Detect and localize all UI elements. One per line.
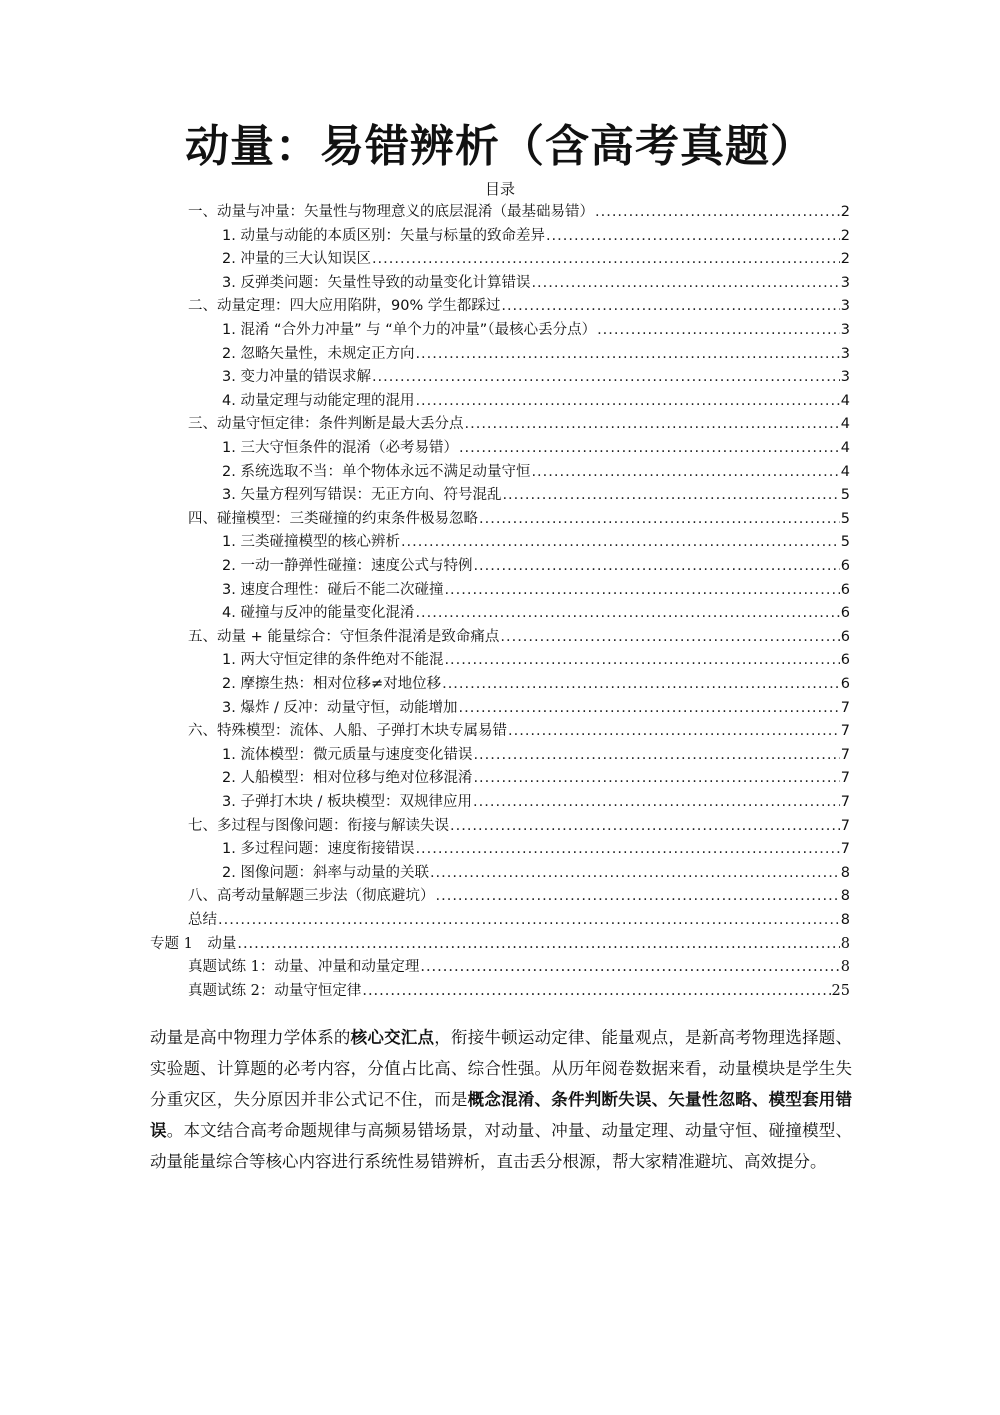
toc-leader-dots (444, 648, 839, 672)
toc-entry-title: 1. 三大守恒条件的混淆（必考易错） (222, 440, 458, 456)
toc-entry[interactable] (222, 483, 850, 507)
toc-entry-page: 8 (840, 912, 850, 928)
toc-leader-dots (500, 625, 839, 649)
toc-entry[interactable] (150, 932, 850, 956)
toc-entry[interactable] (222, 436, 850, 460)
toc-entry-page: 8 (840, 864, 850, 881)
toc-entry-page: 4 (840, 416, 850, 433)
toc-entry-page: 7 (840, 841, 850, 858)
toc-entry-page: 6 (840, 652, 850, 669)
toc-entry-title: 1. 动量与动能的本质区别：矢量与标量的致命差异 (222, 227, 545, 244)
intro-emphasis: 概念混淆、条件判断失误、矢量性忽略、模型套用错误 (150, 1090, 853, 1140)
toc-entry[interactable] (188, 884, 850, 908)
toc-entry-title: 专题 1 动量 (150, 935, 237, 952)
toc-leader-dots (546, 224, 840, 248)
toc-entry-page: 6 (840, 605, 850, 622)
toc-entry[interactable] (188, 294, 850, 318)
toc-entry-page: 5 (840, 534, 850, 551)
toc-entry[interactable] (222, 318, 850, 342)
toc-entry[interactable] (222, 389, 850, 413)
toc-entry-page: 5 (840, 487, 850, 504)
toc-entry-title: 2. 图像问题：斜率与动量的关联 (222, 864, 429, 881)
toc-entry-page: 3 (840, 298, 850, 315)
toc-entry-title: 1. 两大守恒定律的条件绝对不能混 (222, 652, 444, 669)
intro-text: ，衔接牛顿运动定律、能量观点，是新高考物理选择题、实验题、计算题的必考内容，分值占比高、综合性强。从历年阅卷数据来看，动量模块是学生失分重灾区，失分原因并非公式记不住，而是 (150, 1028, 853, 1109)
toc-leader-dots (479, 507, 840, 531)
intro-paragraph (150, 1022, 852, 1177)
toc-leader-dots (436, 884, 840, 908)
toc-entry-title: 4. 动量定理与动能定理的混用 (222, 392, 415, 409)
intro-text: 动量是高中物理力学体系的 (150, 1028, 351, 1047)
toc-entry[interactable] (188, 625, 850, 649)
toc-leader-dots (531, 271, 839, 295)
toc-entry-title: 3. 子弹打木块 / 板块模型：双规律应用 (222, 794, 473, 810)
toc-leader-dots (401, 530, 840, 554)
toc-leader-dots (415, 837, 839, 861)
toc-entry-page: 8 (840, 888, 850, 905)
toc-leader-dots (442, 672, 840, 696)
toc-entry-title: 3. 反弹类问题：矢量性导致的动量变化计算错误 (222, 274, 531, 291)
toc-entry[interactable] (188, 908, 850, 932)
toc-entry-title: 2. 系统选取不当：单个物体永远不满足动量守恒 (222, 463, 531, 480)
toc-leader-dots (508, 719, 840, 743)
toc-entry-title: 1. 流体模型：微元质量与速度变化错误 (222, 746, 473, 763)
toc-entry[interactable] (222, 365, 850, 389)
toc-entry-title: 1. 多过程问题：速度衔接错误 (222, 841, 415, 858)
intro-text: 。本文结合高考命题规律与高频易错场景，对动量、冲量、动量定理、动量守恒、碰撞模型、动量能量综合等核心内容进行系统性易错辨析，直击丢分根源，帮大家精准避坑、高效提分。 (150, 1121, 853, 1171)
toc-leader-dots (237, 932, 839, 956)
toc-leader-dots (501, 294, 839, 318)
toc-entry-page: 6 (840, 676, 850, 692)
toc-entry-page: 7 (840, 699, 850, 716)
toc-leader-dots (465, 412, 840, 436)
toc-leader-dots (473, 790, 840, 814)
toc-entry-page: 3 (840, 274, 850, 291)
toc-entry[interactable] (222, 460, 850, 484)
toc-entry-title: 2. 人船模型：相对位移与绝对位移混淆 (222, 770, 473, 787)
toc-entry-title: 2. 冲量的三大认知误区 (222, 251, 371, 268)
toc-entry-title: 3. 变力冲量的错误求解 (222, 369, 371, 386)
toc-leader-dots (444, 578, 839, 602)
toc-leader-dots (372, 247, 840, 271)
toc-entry-title: 2. 摩擦生热：相对位移≠对地位移 (222, 676, 442, 692)
toc-entry-title: 六、特殊模型：流体、人船、子弹打木块专属易错 (188, 723, 507, 740)
toc-entry[interactable] (222, 861, 850, 885)
toc-entry-title: 真题试练 2：动量守恒定律 (188, 982, 362, 999)
toc-entry-title: 3. 爆炸 / 反冲：动量守恒，动能增加 (222, 699, 458, 716)
toc-entry[interactable] (222, 648, 850, 672)
toc-entry-title: 总结 (188, 912, 217, 928)
toc-entry-page: 2 (840, 251, 850, 268)
toc-entry-page: 7 (840, 746, 850, 763)
toc-entry[interactable] (222, 696, 850, 720)
toc-entry[interactable] (222, 342, 850, 366)
toc-entry-page: 2 (840, 227, 850, 244)
toc-leader-dots (362, 979, 830, 1003)
toc-entry-page: 7 (840, 794, 850, 810)
toc-entry[interactable] (222, 790, 850, 814)
toc-entry[interactable] (188, 955, 850, 979)
toc-leader-dots (597, 318, 840, 342)
toc-entry-title: 3. 速度合理性：碰后不能二次碰撞 (222, 581, 444, 598)
toc-entry-page: 3 (840, 322, 850, 338)
toc-entry-page: 8 (840, 935, 850, 952)
toc-leader-dots (420, 955, 839, 979)
document-title: 动量：易错辨析（含高考真题） (185, 121, 815, 172)
toc-entry-title: 3. 矢量方程列写错误：无正方向、符号混乱 (222, 487, 502, 504)
toc-leader-dots (218, 908, 840, 932)
toc-entry[interactable] (188, 814, 850, 838)
toc-leader-dots (531, 460, 839, 484)
toc-heading: 目录 (484, 180, 515, 198)
toc-leader-dots (502, 483, 839, 507)
toc-leader-dots (473, 554, 839, 578)
toc-leader-dots (450, 814, 840, 838)
toc-entry-title: 五、动量 + 能量综合：守恒条件混淆是致命痛点 (188, 628, 500, 645)
toc-entry-page: 6 (840, 558, 850, 574)
toc-entry-title: 4. 碰撞与反冲的能量变化混淆 (222, 605, 415, 622)
toc-leader-dots (415, 389, 839, 413)
toc-leader-dots (415, 342, 839, 366)
toc-entry-page: 3 (840, 369, 850, 386)
toc-entry-title: 一、动量与冲量：矢量性与物理意义的底层混淆（最基础易错） (188, 204, 594, 220)
toc-entry-title: 八、高考动量解题三步法（彻底避坑） (188, 888, 435, 905)
toc-entry[interactable] (222, 271, 850, 295)
toc-entry-page: 3 (840, 345, 850, 362)
toc-entry-page: 4 (840, 440, 850, 456)
toc-entry[interactable] (222, 743, 850, 767)
toc-entry-title: 三、动量守恒定律：条件判断是最大丢分点 (188, 416, 464, 433)
toc-leader-dots (473, 743, 839, 767)
toc-entry-title: 二、动量定理：四大应用陷阱，90% 学生都踩过 (188, 298, 501, 315)
toc-leader-dots (430, 861, 840, 885)
toc-entry-title: 1. 三类碰撞模型的核心辨析 (222, 534, 400, 551)
toc-entry[interactable] (222, 672, 850, 696)
toc-entry[interactable] (222, 766, 850, 790)
toc-entry-title: 四、碰撞模型：三类碰撞的约束条件极易忽略 (188, 510, 478, 527)
toc-entry[interactable] (222, 224, 850, 248)
toc-entry[interactable] (222, 530, 850, 554)
toc-leader-dots (595, 200, 840, 224)
toc-entry-page: 25 (831, 982, 850, 999)
toc-entry[interactable] (188, 507, 850, 531)
toc-entry-page: 2 (840, 204, 850, 220)
toc-entry-page: 4 (840, 392, 850, 409)
toc-leader-dots (473, 766, 839, 790)
toc-entry[interactable] (222, 247, 850, 271)
toc-entry-title: 七、多过程与图像问题：衔接与解读失误 (188, 817, 449, 834)
toc-leader-dots (459, 436, 840, 460)
toc-entry-title: 1. 混淆 “合外力冲量” 与 “单个力的冲量”（最核心丢分点） (222, 322, 597, 338)
toc-entry-page: 4 (840, 463, 850, 480)
toc-entry[interactable] (188, 412, 850, 436)
intro-emphasis: 核心交汇点 (350, 1028, 435, 1047)
toc-entry[interactable] (188, 979, 850, 1003)
toc-entry[interactable] (222, 601, 850, 625)
toc-entry[interactable] (222, 837, 850, 861)
toc-entry[interactable] (188, 200, 850, 224)
toc-entry-page: 8 (840, 959, 850, 976)
toc-entry-page: 7 (840, 817, 850, 834)
toc-leader-dots (372, 365, 840, 389)
toc-entry-page: 7 (840, 770, 850, 787)
toc-entry-page: 6 (840, 628, 850, 645)
toc-leader-dots (459, 696, 840, 720)
toc-entry[interactable] (222, 578, 850, 602)
toc-entry[interactable] (222, 554, 850, 578)
toc-entry[interactable] (188, 719, 850, 743)
toc-leader-dots (415, 601, 839, 625)
toc-entry-page: 7 (840, 723, 850, 740)
toc-entry-title: 2. 一动一静弹性碰撞：速度公式与特例 (222, 558, 473, 574)
toc-entry-page: 5 (840, 510, 850, 527)
toc-entry-title: 2. 忽略矢量性，未规定正方向 (222, 345, 415, 362)
toc-entry-page: 6 (840, 581, 850, 598)
toc-entry-title: 真题试练 1：动量、冲量和动量定理 (188, 959, 420, 976)
